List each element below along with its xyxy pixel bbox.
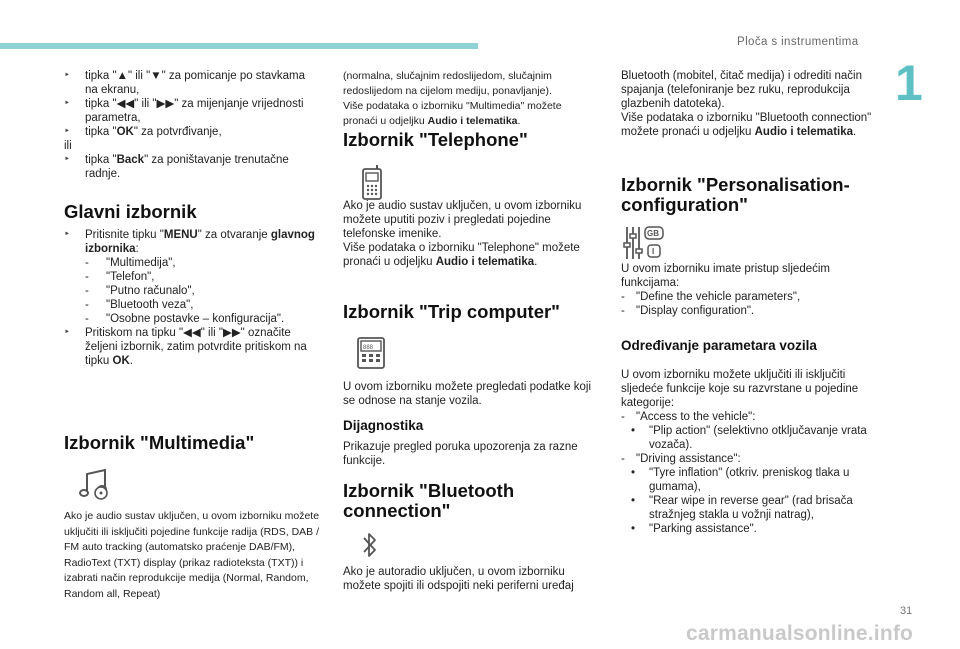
trip-computer-heading: Izbornik "Trip computer" [343, 301, 560, 322]
sub-item: • "Plip action" (selektivno otključavanje vrata vozača). [631, 425, 867, 451]
chapter-number: 1 [895, 55, 923, 111]
category-item: - "Driving assistance": [621, 453, 741, 465]
svg-text:888: 888 [363, 345, 374, 351]
menu-entry: - "Osobne postavke – konfiguracija". [85, 313, 285, 325]
menu-entry: - "Multimedija", [85, 257, 176, 269]
vehicle-params-heading: Određivanje parametara vozila [621, 338, 817, 353]
bullet-icon: ‣ [64, 229, 70, 240]
trip-computer-text: U ovom izborniku možete pregledati podatke koji se odnose na stanje vozila. [343, 381, 592, 407]
personalisation-text: U ovom izborniku imate pristup sljedećim funkcijama: [621, 263, 830, 289]
telephone-text: Ako je audio sustav uključen, u ovom izborniku možete uputiti poziv i pregledati pojedine telefonske imenike. [343, 200, 582, 240]
settings-sliders-icon: GB I [623, 225, 673, 261]
menu-entry: - "Telefon", [85, 271, 155, 283]
vehicle-params-list [621, 410, 879, 536]
sub-item: • "Parking assistance". [631, 523, 757, 535]
list-item: ‣ tipka "Back" za poništavanje trenutačne radnje. [64, 154, 289, 180]
main-menu-heading: Glavni izbornik [64, 201, 197, 222]
list-item: ‣ tipka "◀◀" ili "▶▶" za mijenjanje vrijednosti parametra, [64, 98, 304, 124]
header-accent-bar [0, 43, 478, 49]
main-menu-content [64, 228, 326, 368]
nav-instructions [64, 69, 319, 181]
bluetooth-icon [362, 530, 378, 560]
bullet-icon: ‣ [64, 154, 70, 165]
section-title: Ploča s instrumentima [737, 36, 859, 48]
trip-computer-icon [357, 337, 387, 371]
list-item: - "Display configuration". [621, 305, 755, 317]
list-item: ‣ tipka "▲" ili "▼" za pomicanje po stavkama na ekranu, [64, 70, 306, 96]
multimedia-heading: Izbornik "Multimedia" [64, 432, 255, 453]
menu-entry: - "Putno računalo", [85, 285, 195, 297]
list-item: ‣ tipka "OK" za potvrđivanje, [64, 126, 222, 138]
vehicle-params-text: U ovom izborniku možete uključiti ili isključiti sljedeće funkcije koje su razvrstane u pojedine kategorije: [621, 369, 859, 409]
menu-entry: - "Bluetooth veza", [85, 299, 194, 311]
bluetooth-heading: Izbornik "Bluetooth connection" [343, 480, 515, 521]
bullet-icon: ‣ [64, 70, 70, 81]
sub-item: • "Tyre inflation" (otkriv. preniskog tlaka u gumama), [631, 467, 850, 493]
sub-item: • "Rear wipe in reverse gear" (rad brisača stražnjeg stakla u vožnji natrag), [631, 495, 853, 521]
bluetooth-more-info: Više podataka o izborniku "Bluetooth connection" možete pronaći u odjeljku Audio i telematika. [621, 112, 872, 138]
bullet-icon: ‣ [64, 98, 70, 109]
diagnostics-heading: Dijagnostika [343, 418, 424, 433]
multimedia-continued-text: (normalna, slučajnim redoslijedom, slučajnim redoslijedom na cijelom mediju, ponavljanje). [343, 70, 552, 97]
diagnostics-text: Prikazuje pregled poruka upozorenja za razne funkcije. [343, 441, 578, 467]
personalisation-heading: Izbornik "Personalisation- configuration" [621, 174, 850, 215]
list-item: - "Define the vehicle parameters", [621, 291, 801, 303]
watermark: carmanualsonline.info [686, 622, 914, 645]
list-item: ‣ Pritisnite tipku "MENU" za otvaranje glavnog izbornika: [64, 229, 315, 255]
phone-icon [361, 165, 383, 201]
bullet-icon: ‣ [64, 327, 70, 338]
or-text: ili [64, 140, 72, 152]
personalisation-list [621, 290, 879, 318]
multimedia-more-info: Više podataka o izborniku "Multimedia" možete pronaći u odjeljku Audio i telematika. [343, 100, 562, 127]
category-item: - "Access to the vehicle": [621, 411, 756, 423]
multimedia-text: Ako je audio sustav uključen, u ovom izborniku možete uključiti ili isključiti pojedine funkcije radija (RDS, DAB / FM auto tracking (automatsko praćenje DAB/FM), RadioText (TXT) display (prikaz radioteksta (TXT)) i izabrati način reprodukcije medija (Normal, Random, Random all, Repeat) [64, 510, 320, 600]
telephone-heading: Izbornik "Telephone" [343, 129, 528, 150]
page-number: 31 [900, 605, 913, 617]
bullet-icon: ‣ [64, 126, 70, 137]
list-item: ‣ Pritiskom na tipku "◀◀" ili "▶▶" označite željeni izbornik, zatim potvrdite pritiskom na tipku OK. [64, 327, 307, 367]
bluetooth-continued-text: Bluetooth (mobitel, čitač medija) i odrediti način spajanja (telefoniranje bez ruku, reprodukcija glazbenih datoteka). [621, 70, 862, 110]
music-note-icon [77, 466, 115, 500]
telephone-more-info: Više podataka o izborniku "Telephone" možete pronaći u odjeljku Audio i telematika. [343, 242, 580, 268]
bluetooth-text: Ako je autoradio uključen, u ovom izborniku možete spojiti ili odspojiti neki periferni uređaj [343, 566, 574, 592]
